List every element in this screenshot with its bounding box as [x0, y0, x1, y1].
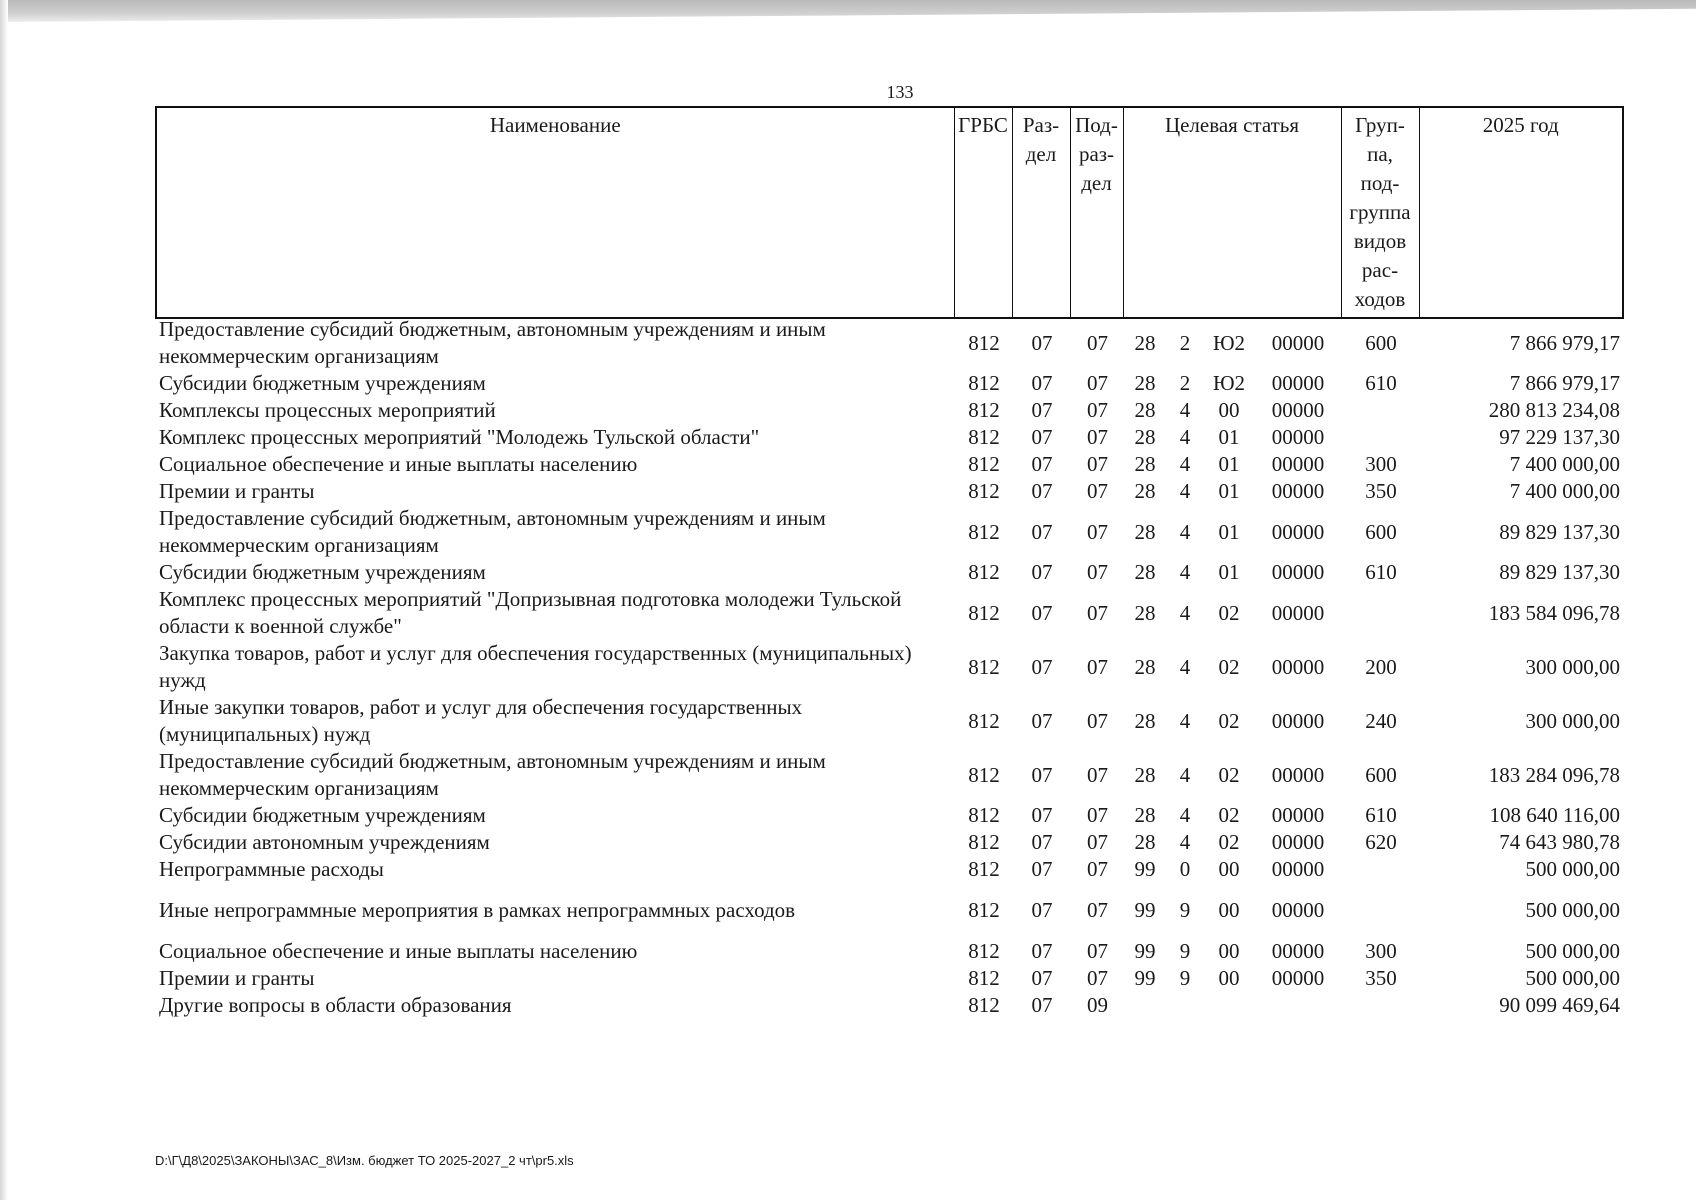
row-expense-group: 600 [1365, 762, 1397, 787]
header-razdel [1012, 107, 1070, 318]
row-expense-group: 610 [1365, 560, 1397, 584]
row-grbs: 812 [968, 371, 1000, 395]
row-target-subprogram: Ю2 [1212, 371, 1246, 395]
row-target-subprogram: 01 [1218, 519, 1240, 544]
row-name: Непрограммные расходы [159, 857, 384, 881]
row-podrazdel: 07 [1087, 600, 1108, 625]
row-amount-2025: 74 643 980,78 [1499, 830, 1620, 854]
row-target-direction: 00000 [1271, 519, 1325, 544]
row-target-type: 4 [1179, 425, 1191, 449]
row-amount-2025: 500 000,00 [1525, 939, 1620, 963]
row-target-subprogram: 01 [1218, 452, 1240, 476]
row-target-subprogram: 02 [1218, 830, 1240, 854]
row-podrazdel: 07 [1087, 452, 1108, 476]
header-group-line: видов [1353, 229, 1407, 253]
table-row [155, 505, 1624, 559]
row-podrazdel: 07 [1087, 425, 1108, 449]
table-row [155, 883, 1624, 938]
row-razdel: 07 [1031, 966, 1053, 990]
page-number: 133 [886, 82, 914, 102]
row-podrazdel: 09 [1087, 993, 1108, 1017]
header-razdel-line: дел [1025, 142, 1057, 166]
table-row [155, 938, 1624, 965]
row-expense-group: 300 [1365, 452, 1397, 476]
row-razdel: 07 [1031, 654, 1053, 679]
row-expense-group: 200 [1365, 654, 1397, 679]
scan-shadow [0, 0, 1696, 22]
row-amount-2025: 89 829 137,30 [1499, 560, 1620, 584]
header-group-line: рас- [1361, 258, 1399, 282]
row-grbs: 812 [968, 330, 1000, 355]
row-target-type: 9 [1179, 939, 1191, 963]
row-amount-2025: 500 000,00 [1525, 898, 1620, 922]
row-target-program: 28 [1134, 830, 1156, 854]
header-razdel-line: Раз- [1022, 113, 1060, 137]
row-target-type: 9 [1179, 898, 1191, 922]
row-podrazdel: 07 [1087, 560, 1108, 584]
table-row [155, 451, 1624, 478]
row-target-type: 4 [1179, 762, 1191, 787]
row-target-program: 28 [1134, 479, 1156, 503]
row-razdel: 07 [1031, 708, 1053, 733]
row-target-subprogram: 01 [1218, 425, 1240, 449]
row-grbs: 812 [968, 762, 1000, 787]
row-name: Комплекс процессных мероприятий "Молодежь Тульской области" [159, 425, 760, 449]
row-target-program [1124, 992, 1166, 1019]
row-razdel: 07 [1031, 479, 1053, 503]
row-name: Другие вопросы в области образования [159, 993, 512, 1017]
row-target-direction: 00000 [1271, 425, 1325, 449]
row-grbs: 812 [968, 898, 1000, 922]
row-podrazdel: 07 [1087, 830, 1108, 854]
row-name: Комплекс процессных мероприятий "Допризывная подготовка молодежи Тульской области к военной службе" [159, 587, 902, 638]
row-razdel: 07 [1031, 830, 1053, 854]
row-target-program: 28 [1134, 708, 1156, 733]
table-row [155, 694, 1624, 748]
row-amount-2025: 500 000,00 [1525, 966, 1620, 990]
row-name: Предоставление субсидий бюджетным, автономным учреждениям и иным некоммерческим организациям [159, 749, 826, 800]
row-grbs: 812 [968, 830, 1000, 854]
row-target-type: 4 [1179, 519, 1191, 544]
row-expense-group: 610 [1365, 371, 1397, 395]
row-podrazdel: 07 [1087, 939, 1108, 963]
header-group-line: ходов [1354, 287, 1406, 311]
header-grbs: ГРБС [954, 107, 1012, 318]
table-row [155, 992, 1624, 1019]
row-target-direction: 00000 [1271, 654, 1325, 679]
row-grbs: 812 [968, 452, 1000, 476]
row-target-subprogram: Ю2 [1212, 330, 1246, 355]
table-row [155, 559, 1624, 586]
row-expense-group [1342, 397, 1420, 424]
row-amount-2025: 183 584 096,78 [1488, 600, 1620, 625]
row-podrazdel: 07 [1087, 371, 1108, 395]
row-target-program: 28 [1134, 398, 1156, 422]
budget-table [155, 316, 1624, 1019]
row-target-program: 99 [1134, 939, 1156, 963]
file-path-footer: D:\Г\Д8\2025\ЗАКОНЫ\ЗАС_8\Изм. бюджет ТО 2025-2027_2 чт\pr5.xls [155, 1153, 574, 1168]
row-razdel: 07 [1031, 939, 1053, 963]
row-target-program: 28 [1134, 425, 1156, 449]
row-podrazdel: 07 [1087, 803, 1108, 827]
row-target-type: 4 [1179, 452, 1191, 476]
row-podrazdel: 07 [1087, 762, 1108, 787]
table-row [155, 397, 1624, 424]
row-target-direction: 00000 [1271, 600, 1325, 625]
row-podrazdel: 07 [1087, 479, 1108, 503]
row-grbs: 812 [968, 803, 1000, 827]
row-grbs: 812 [968, 857, 1000, 881]
row-razdel: 07 [1031, 330, 1053, 355]
row-target-subprogram: 00 [1218, 939, 1240, 963]
row-grbs: 812 [968, 479, 1000, 503]
row-amount-2025: 108 640 116,00 [1489, 803, 1620, 827]
row-grbs: 812 [968, 966, 1000, 990]
row-target-program: 28 [1134, 519, 1156, 544]
row-podrazdel: 07 [1087, 708, 1108, 733]
row-razdel: 07 [1031, 425, 1053, 449]
row-grbs: 812 [968, 654, 1000, 679]
row-target-type: 4 [1179, 830, 1191, 854]
row-target-program: 28 [1134, 600, 1156, 625]
row-expense-group [1342, 992, 1420, 1019]
table-row [155, 965, 1624, 992]
row-target-subprogram: 02 [1218, 762, 1240, 787]
row-podrazdel: 07 [1087, 654, 1108, 679]
row-expense-group: 240 [1365, 708, 1397, 733]
row-target-program: 28 [1134, 803, 1156, 827]
table-row [155, 316, 1624, 370]
table-row [155, 856, 1624, 883]
row-razdel: 07 [1031, 600, 1053, 625]
row-target-direction: 00000 [1271, 830, 1325, 854]
row-name: Закупка товаров, работ и услуг для обеспечения государственных (муниципальных) нужд [159, 641, 912, 692]
row-expense-group [1342, 883, 1420, 938]
row-razdel: 07 [1031, 803, 1053, 827]
row-target-type: 4 [1179, 654, 1191, 679]
row-target-type: 4 [1179, 803, 1191, 827]
row-target-subprogram: 02 [1218, 708, 1240, 733]
row-grbs: 812 [968, 708, 1000, 733]
header-group-line: под- [1360, 171, 1400, 195]
row-expense-group [1342, 424, 1420, 451]
row-name: Субсидии бюджетным учреждениям [159, 803, 486, 827]
header-year: 2025 год [1419, 107, 1623, 318]
row-name: Предоставление субсидий бюджетным, автономным учреждениям и иным некоммерческим организациям [159, 506, 826, 557]
row-grbs: 812 [968, 425, 1000, 449]
header-target: Целевая статья [1123, 107, 1341, 318]
row-target-direction: 00000 [1271, 330, 1325, 355]
row-name: Субсидии бюджетным учреждениям [159, 371, 486, 395]
row-target-program: 28 [1134, 654, 1156, 679]
table-row [155, 748, 1624, 802]
row-target-subprogram [1204, 992, 1254, 1019]
row-target-type: 9 [1179, 966, 1191, 990]
scan-edge [0, 0, 8, 1200]
row-amount-2025: 89 829 137,30 [1499, 519, 1620, 544]
row-razdel: 07 [1031, 452, 1053, 476]
row-razdel: 07 [1031, 993, 1053, 1017]
row-grbs: 812 [968, 939, 1000, 963]
table-row [155, 829, 1624, 856]
row-expense-group: 300 [1365, 939, 1397, 963]
row-razdel: 07 [1031, 371, 1053, 395]
header-group-line: Груп- [1355, 113, 1405, 137]
row-target-program: 28 [1134, 371, 1156, 395]
row-expense-group [1342, 586, 1420, 640]
row-name: Социальное обеспечение и иные выплаты населению [159, 452, 638, 476]
table-row [155, 802, 1624, 829]
row-name: Предоставление субсидий бюджетным, автономным учреждениям и иным некоммерческим организациям [159, 317, 826, 368]
row-target-direction: 00000 [1271, 803, 1325, 827]
row-expense-group: 600 [1365, 519, 1397, 544]
row-target-subprogram: 02 [1218, 654, 1240, 679]
row-grbs: 812 [968, 398, 1000, 422]
row-podrazdel: 07 [1087, 398, 1108, 422]
row-target-direction: 00000 [1271, 371, 1325, 395]
row-target-type: 4 [1179, 600, 1191, 625]
row-grbs: 812 [968, 560, 1000, 584]
row-target-program: 28 [1134, 452, 1156, 476]
row-target-subprogram: 00 [1218, 966, 1240, 990]
header-podrazdel-line: Под- [1075, 113, 1118, 137]
row-target-direction: 00000 [1271, 966, 1325, 990]
row-target-direction: 00000 [1271, 560, 1325, 584]
row-expense-group [1342, 856, 1420, 883]
row-grbs: 812 [968, 600, 1000, 625]
row-target-type: 2 [1179, 330, 1191, 355]
row-target-type [1166, 992, 1204, 1019]
row-amount-2025: 300 000,00 [1525, 654, 1620, 679]
row-amount-2025: 300 000,00 [1525, 708, 1620, 733]
row-target-subprogram: 00 [1218, 857, 1240, 881]
row-target-program: 28 [1134, 330, 1156, 355]
row-name: Субсидии бюджетным учреждениям [159, 560, 486, 584]
row-target-type: 0 [1179, 857, 1191, 881]
row-name: Комплексы процессных мероприятий [159, 398, 496, 422]
table-body [155, 316, 1624, 1019]
row-target-program: 99 [1134, 898, 1156, 922]
row-target-subprogram: 00 [1218, 898, 1240, 922]
row-name: Премии и гранты [159, 479, 315, 503]
row-name: Премии и гранты [159, 966, 315, 990]
row-podrazdel: 07 [1087, 898, 1108, 922]
table-row [155, 586, 1624, 640]
table-header [155, 106, 1624, 319]
header-group-line: группа [1349, 200, 1411, 224]
row-name: Субсидии автономным учреждениям [159, 830, 490, 854]
row-podrazdel: 07 [1087, 857, 1108, 881]
row-name: Иные непрограммные мероприятия в рамках непрограммных расходов [159, 898, 796, 922]
row-target-direction: 00000 [1271, 898, 1325, 922]
row-razdel: 07 [1031, 898, 1053, 922]
row-grbs: 812 [968, 993, 1000, 1017]
header-group [1341, 107, 1419, 318]
table-row [155, 370, 1624, 397]
header-group-line: па, [1367, 142, 1393, 166]
row-target-direction [1254, 992, 1342, 1019]
row-target-direction: 00000 [1271, 398, 1325, 422]
row-razdel: 07 [1031, 398, 1053, 422]
row-target-type: 4 [1179, 479, 1191, 503]
row-grbs: 812 [968, 519, 1000, 544]
row-target-subprogram: 02 [1218, 600, 1240, 625]
row-target-type: 4 [1179, 398, 1191, 422]
row-target-subprogram: 01 [1218, 479, 1240, 503]
row-podrazdel: 07 [1087, 330, 1108, 355]
row-podrazdel: 07 [1087, 519, 1108, 544]
row-expense-group: 620 [1365, 830, 1397, 854]
table-row [155, 478, 1624, 505]
row-target-direction: 00000 [1271, 939, 1325, 963]
row-target-direction: 00000 [1271, 857, 1325, 881]
row-expense-group: 350 [1365, 479, 1397, 503]
row-expense-group: 610 [1365, 803, 1397, 827]
row-amount-2025: 183 284 096,78 [1488, 762, 1620, 787]
table-row [155, 424, 1624, 451]
header-name: Наименование [156, 107, 954, 318]
row-target-subprogram: 01 [1218, 560, 1240, 584]
row-target-program: 99 [1134, 966, 1156, 990]
header-podrazdel-line: раз- [1078, 142, 1115, 166]
row-target-direction: 00000 [1271, 708, 1325, 733]
row-amount-2025: 280 813 234,08 [1488, 398, 1620, 422]
row-target-direction: 00000 [1271, 762, 1325, 787]
row-razdel: 07 [1031, 857, 1053, 881]
row-target-type: 4 [1179, 560, 1191, 584]
header-podrazdel-line: дел [1081, 171, 1112, 195]
row-expense-group: 600 [1365, 330, 1397, 355]
row-name: Иные закупки товаров, работ и услуг для обеспечения государственных (муниципальных) нужд [159, 695, 803, 746]
row-target-type: 4 [1179, 708, 1191, 733]
row-amount-2025: 97 229 137,30 [1499, 425, 1620, 449]
row-amount-2025: 7 400 000,00 [1509, 452, 1620, 476]
table-row [155, 640, 1624, 694]
row-amount-2025: 90 099 469,64 [1499, 993, 1620, 1017]
row-amount-2025: 7 400 000,00 [1509, 479, 1620, 503]
header-podrazdel [1070, 107, 1123, 318]
row-razdel: 07 [1031, 519, 1053, 544]
row-target-program: 99 [1134, 857, 1156, 881]
row-amount-2025: 500 000,00 [1525, 857, 1620, 881]
row-target-program: 28 [1134, 762, 1156, 787]
row-target-subprogram: 02 [1218, 803, 1240, 827]
row-amount-2025: 7 866 979,17 [1509, 330, 1620, 355]
row-razdel: 07 [1031, 762, 1053, 787]
row-expense-group: 350 [1365, 966, 1397, 990]
row-target-direction: 00000 [1271, 452, 1325, 476]
row-target-program: 28 [1134, 560, 1156, 584]
row-amount-2025: 7 866 979,17 [1509, 371, 1620, 395]
row-razdel: 07 [1031, 560, 1053, 584]
row-podrazdel: 07 [1087, 966, 1108, 990]
row-target-type: 2 [1179, 371, 1191, 395]
row-target-subprogram: 00 [1218, 398, 1240, 422]
row-name: Социальное обеспечение и иные выплаты населению [159, 939, 638, 963]
row-target-direction: 00000 [1271, 479, 1325, 503]
